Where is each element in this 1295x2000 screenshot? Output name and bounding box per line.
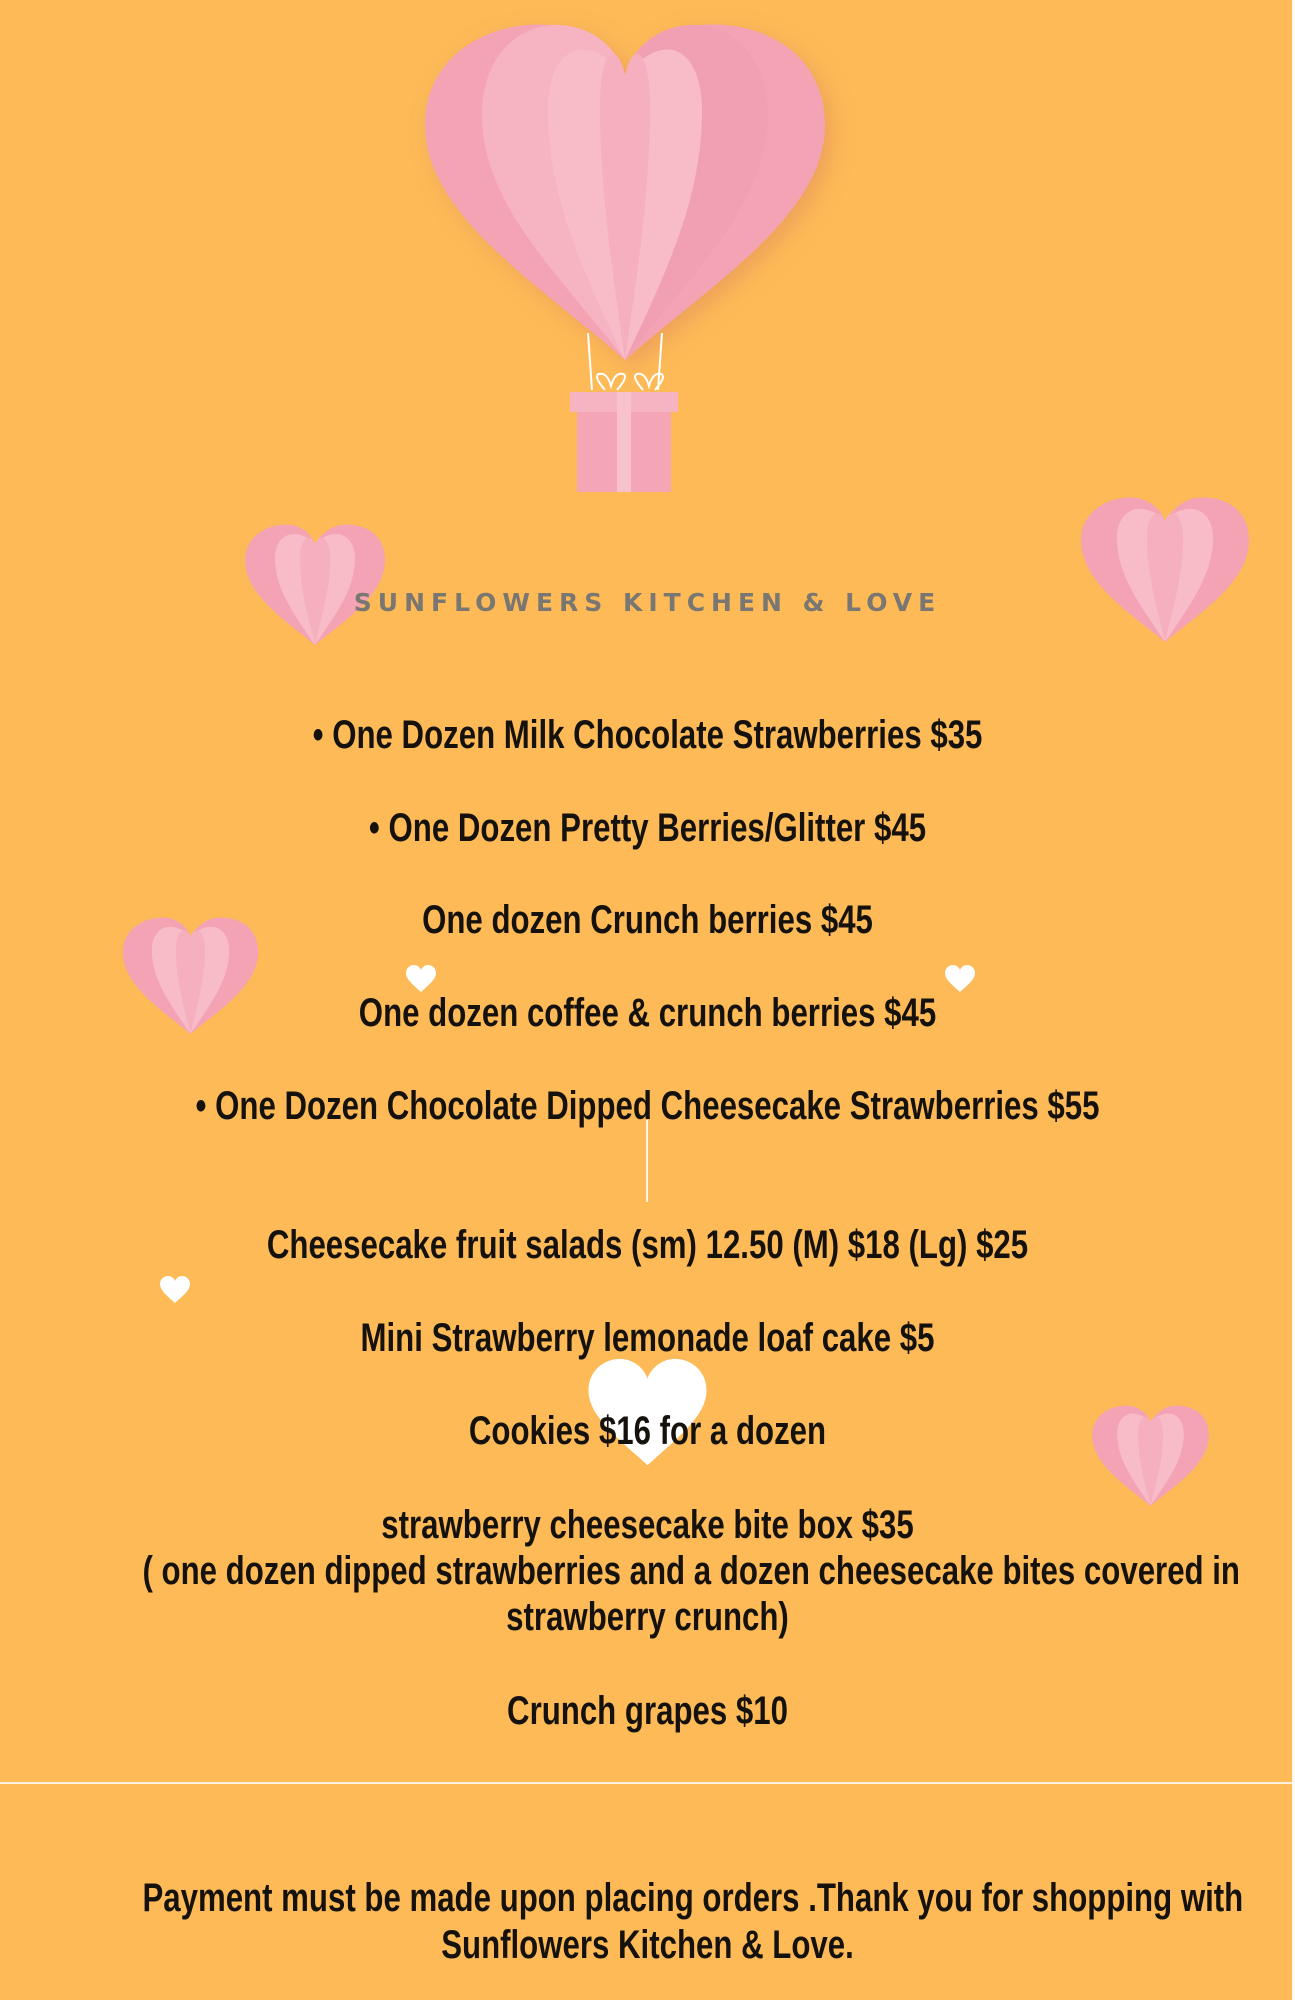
menu-item-bite-box-detail-2: strawberry crunch) bbox=[506, 1595, 789, 1639]
footer-payment-note: Payment must be made upon placing orders .Thank you for shopping with bbox=[142, 1876, 1244, 1920]
brand-title: SUNFLOWERS KITCHEN & LOVE bbox=[353, 588, 942, 617]
menu-item-coffee-crunch: One dozen coffee & crunch berries $45 bbox=[358, 991, 937, 1035]
menu-item-bite-box-detail: ( one dozen dipped strawberries and a dozen cheesecake bites covered in bbox=[142, 1549, 1240, 1593]
menu-item-crunch-berries: One dozen Crunch berries $45 bbox=[422, 898, 873, 942]
menu-item-fruit-salads: Cheesecake fruit salads (sm) 12.50 (M) $18 (Lg) $25 bbox=[266, 1223, 1029, 1267]
paper-heart-icon bbox=[240, 520, 390, 650]
paper-heart-icon bbox=[1075, 490, 1255, 650]
vertical-divider bbox=[646, 1120, 648, 1202]
gift-box-icon bbox=[565, 370, 685, 500]
small-white-heart-icon bbox=[158, 1275, 192, 1305]
footer-business-name: Sunflowers Kitchen & Love. bbox=[441, 1923, 854, 1967]
footer-divider bbox=[0, 1782, 1295, 1784]
menu-item-bite-box: strawberry cheesecake bite box $35 bbox=[381, 1503, 914, 1547]
menu-item-loaf-cake: Mini Strawberry lemonade loaf cake $5 bbox=[360, 1316, 935, 1360]
menu-item-crunch-grapes: Crunch grapes $10 bbox=[507, 1689, 788, 1733]
menu-item-cheesecake-strawberries: • One Dozen Chocolate Dipped Cheesecake Strawberries $55 bbox=[195, 1084, 1100, 1128]
menu-item-pretty-berries: • One Dozen Pretty Berries/Glitter $45 bbox=[368, 806, 927, 850]
menu-item-cookies: Cookies $16 for a dozen bbox=[468, 1409, 827, 1453]
menu-item-milk-chocolate: • One Dozen Milk Chocolate Strawberries $35 bbox=[312, 713, 983, 757]
